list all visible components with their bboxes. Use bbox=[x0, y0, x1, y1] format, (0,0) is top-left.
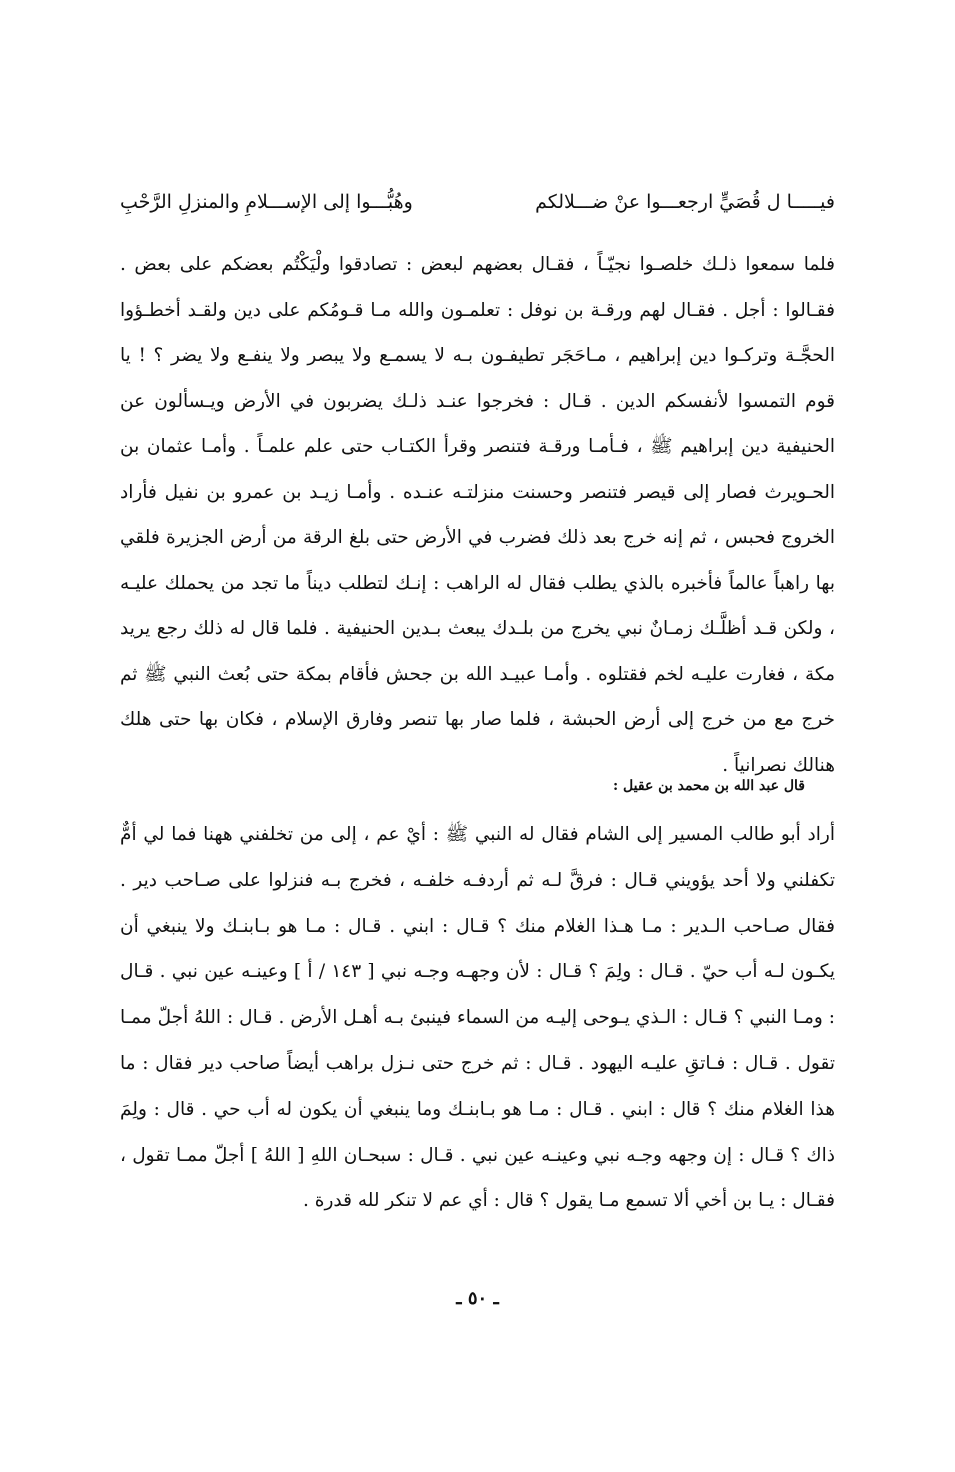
verse-left-hemistich: وهُبُّـــوا إلى الإســـلامِ والمنزلِ الرَّحْبِ bbox=[120, 191, 413, 213]
verse-right-hemistich: فيـــــا ل قُصَيٍّ ارجعـــوا عنْ ضـــلالكم bbox=[535, 191, 835, 213]
section-heading: قال عبد الله بن محمد بن عقيل : bbox=[613, 778, 805, 794]
poetry-verse bbox=[120, 182, 835, 222]
paragraph-1: فلما سمعوا ذلـك خلصـوا نجيّـاً ، فقـال بعضهم لبعض : تصادقوا ولْيَكْتُم بعضكم على بعض . فقـالوا : أجل . فقـال لهم ورقـة بن نوفل : تعلمـون والله مـا قـومُكم على دين ولقـد أخطـؤوا الحجَّـة وتركـوا دين إبراهيم ، مـاحَجَر تطيفـون بـه لا يسمـع ولا يبصر ولا ينفـع ولا يضر ؟ ! يا قوم التمسوا لأنفسكم الدين . قـال : فخرجوا عنـد ذلـك يضربون في الأرض ويـسألون عن الحنيفية دين إبراهيم ﷺ ، فـأمـا ورقـة فتنصر وقرأ الكتـاب حتى علم علمـاً . وأمـا عثمان بن الحـويرث فصار إلى قيصر فتنصر وحسنت منزلتـه عنـده . وأمـا زيـد بن عمرو بن نفيل فأراد الخروج فحبس ، ثم إنه خرج بعد ذلك فضرب في الأرض حتى بلغ الرقة من أرض الجزيرة فلقي بها راهباً عالماً فأخبره بالذي يطلب فقال له الراهب : إنـك لتطلب ديناً ما تجد من يحملك عليـه ، ولكن قـد أظلَّـك زمـانٌ نبي يخرج من بلـدك يبعث بـدين الحنيفية . فلما قال له ذلك رجع يريد مكة ، فغارت عليـه لخم فقتلوه . وأمـا عبيـد الله بن جحش فأقام بمكة حتى بُعث النبي ﷺ ثم خرج مع من خرج إلى أرض الحبشة ، فلما صار بها تنصر وفارق الإسلام ، فكان بها حتى هلك هنالك نصرانياً . bbox=[120, 254, 835, 776]
paragraph-2: أراد أبو طالب المسير إلى الشام فقال له النبي ﷺ : أيْ عم ، إلى من تخلفني ههنا فما لي أمٌّ تكفلني ولا أحد يؤويني قـال : فرقَّ لـه ثم أردفـه خلفـه ، فخرج بـه فنزلوا على صـاحب دير . فقال صـاحب الـدير : مـا هـذا الغلام منك ؟ قـال : ابني . قـال : مـا هو بـابنـك ولا ينبغي أن يكـون لـه أب حيّ . قـال : ولِمَ ؟ قـال : لأن وجهـه وجـه نبي [ ١٤٣ / أ ] وعينـه عين نبي . قـال : ومـا النبي ؟ قـال : الـذي يـوحى إليـه من السماء فينبئ بـه أهـل الأرض . قـال : اللهُ أجلّ ممـا تقول . قـال : فـاتقِ عليـه اليهود . قـال : ثم خرج حتى نـزل براهب أيضاً صاحب دير فقال : ما هذا الغلام منك ؟ قال : ابني . قـال : مـا هو بـابنـك وما ينبغي أن يكون له أب حي . قال : ولِمَ ذاك ؟ قـال : إن وجهه وجـه نبي وعينـه عين نبي . قـال : سبحـان اللهِ [ اللهُ ] أجلّ ممـا تقول ، فقـال : يـا بن أخي ألا تسمع مـا يقول ؟ قال : أي عم لا تنكر لله قدرة . bbox=[120, 824, 836, 1212]
page-number: ـ ٥٠ ـ bbox=[456, 1288, 499, 1309]
